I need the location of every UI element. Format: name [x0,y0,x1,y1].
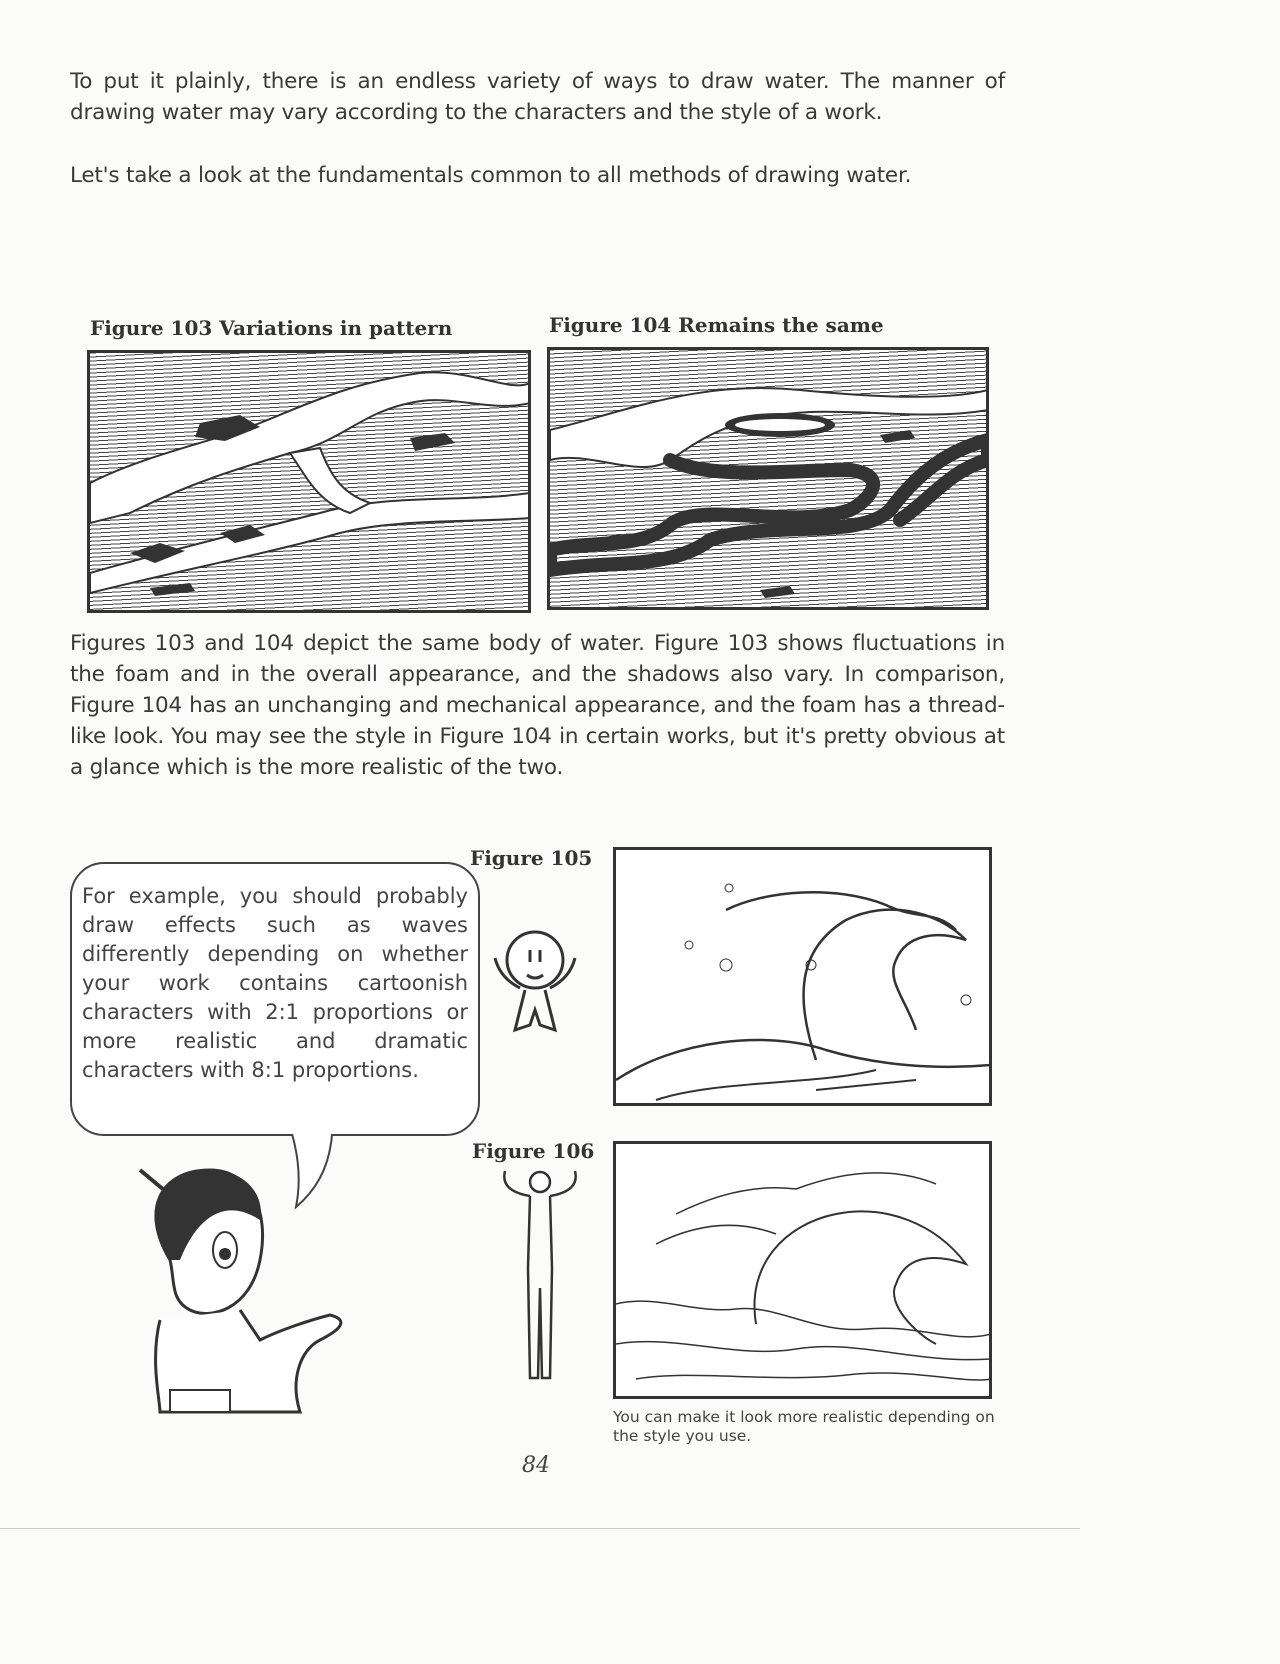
intro-paragraph-1: To put it plainly, there is an endless variety of ways to draw water. The manner of drawing water may vary according to the characters and the style of a work. [70,69,1005,125]
figure-103-label: Figure 103 Variations in pattern [90,316,453,340]
speech-bubble [70,862,480,1136]
figure-104-illustration [547,347,989,610]
cartoon-figure-2-to-1-icon [485,920,585,1040]
intro-paragraph-2: Let's take a look at the fundamentals common to all methods of drawing water. [70,163,912,188]
realistic-figure-8-to-1-icon [490,1168,590,1388]
figure-105-label: Figure 105 [470,846,593,870]
comparison-paragraph: Figures 103 and 104 depict the same body of water. Figure 103 shows fluctuations in the foam and in the overall appearance, and the shadows also vary. In comparison, Figure 104 has an unchanging and mechanical appearance, and the foam has a thread-like look. You may see the style in Figure 104 in certain works, but it's pretty obvious at a glance which is the more realistic of the two. [70,631,1005,780]
page-number: 84 [522,1453,550,1478]
figure-103-illustration [87,350,531,613]
figure-106-label: Figure 106 [472,1139,595,1163]
speech-bubble-text: For example, you should probably draw effects such as waves differently depending on whether your work contains cartoonish characters with 2:1 proportions or more realistic and dramatic characters with 8:1 proportions. [82,884,468,1082]
page-bottom-divider [0,1528,1080,1529]
astro-boy-character-icon [100,1150,360,1420]
wave-caption: You can make it look more realistic depending on the style you use. [613,1408,995,1445]
figure-105-cartoon-wave [613,847,992,1106]
figure-106-realistic-wave [613,1141,992,1399]
figure-104-label: Figure 104 Remains the same [549,313,884,337]
